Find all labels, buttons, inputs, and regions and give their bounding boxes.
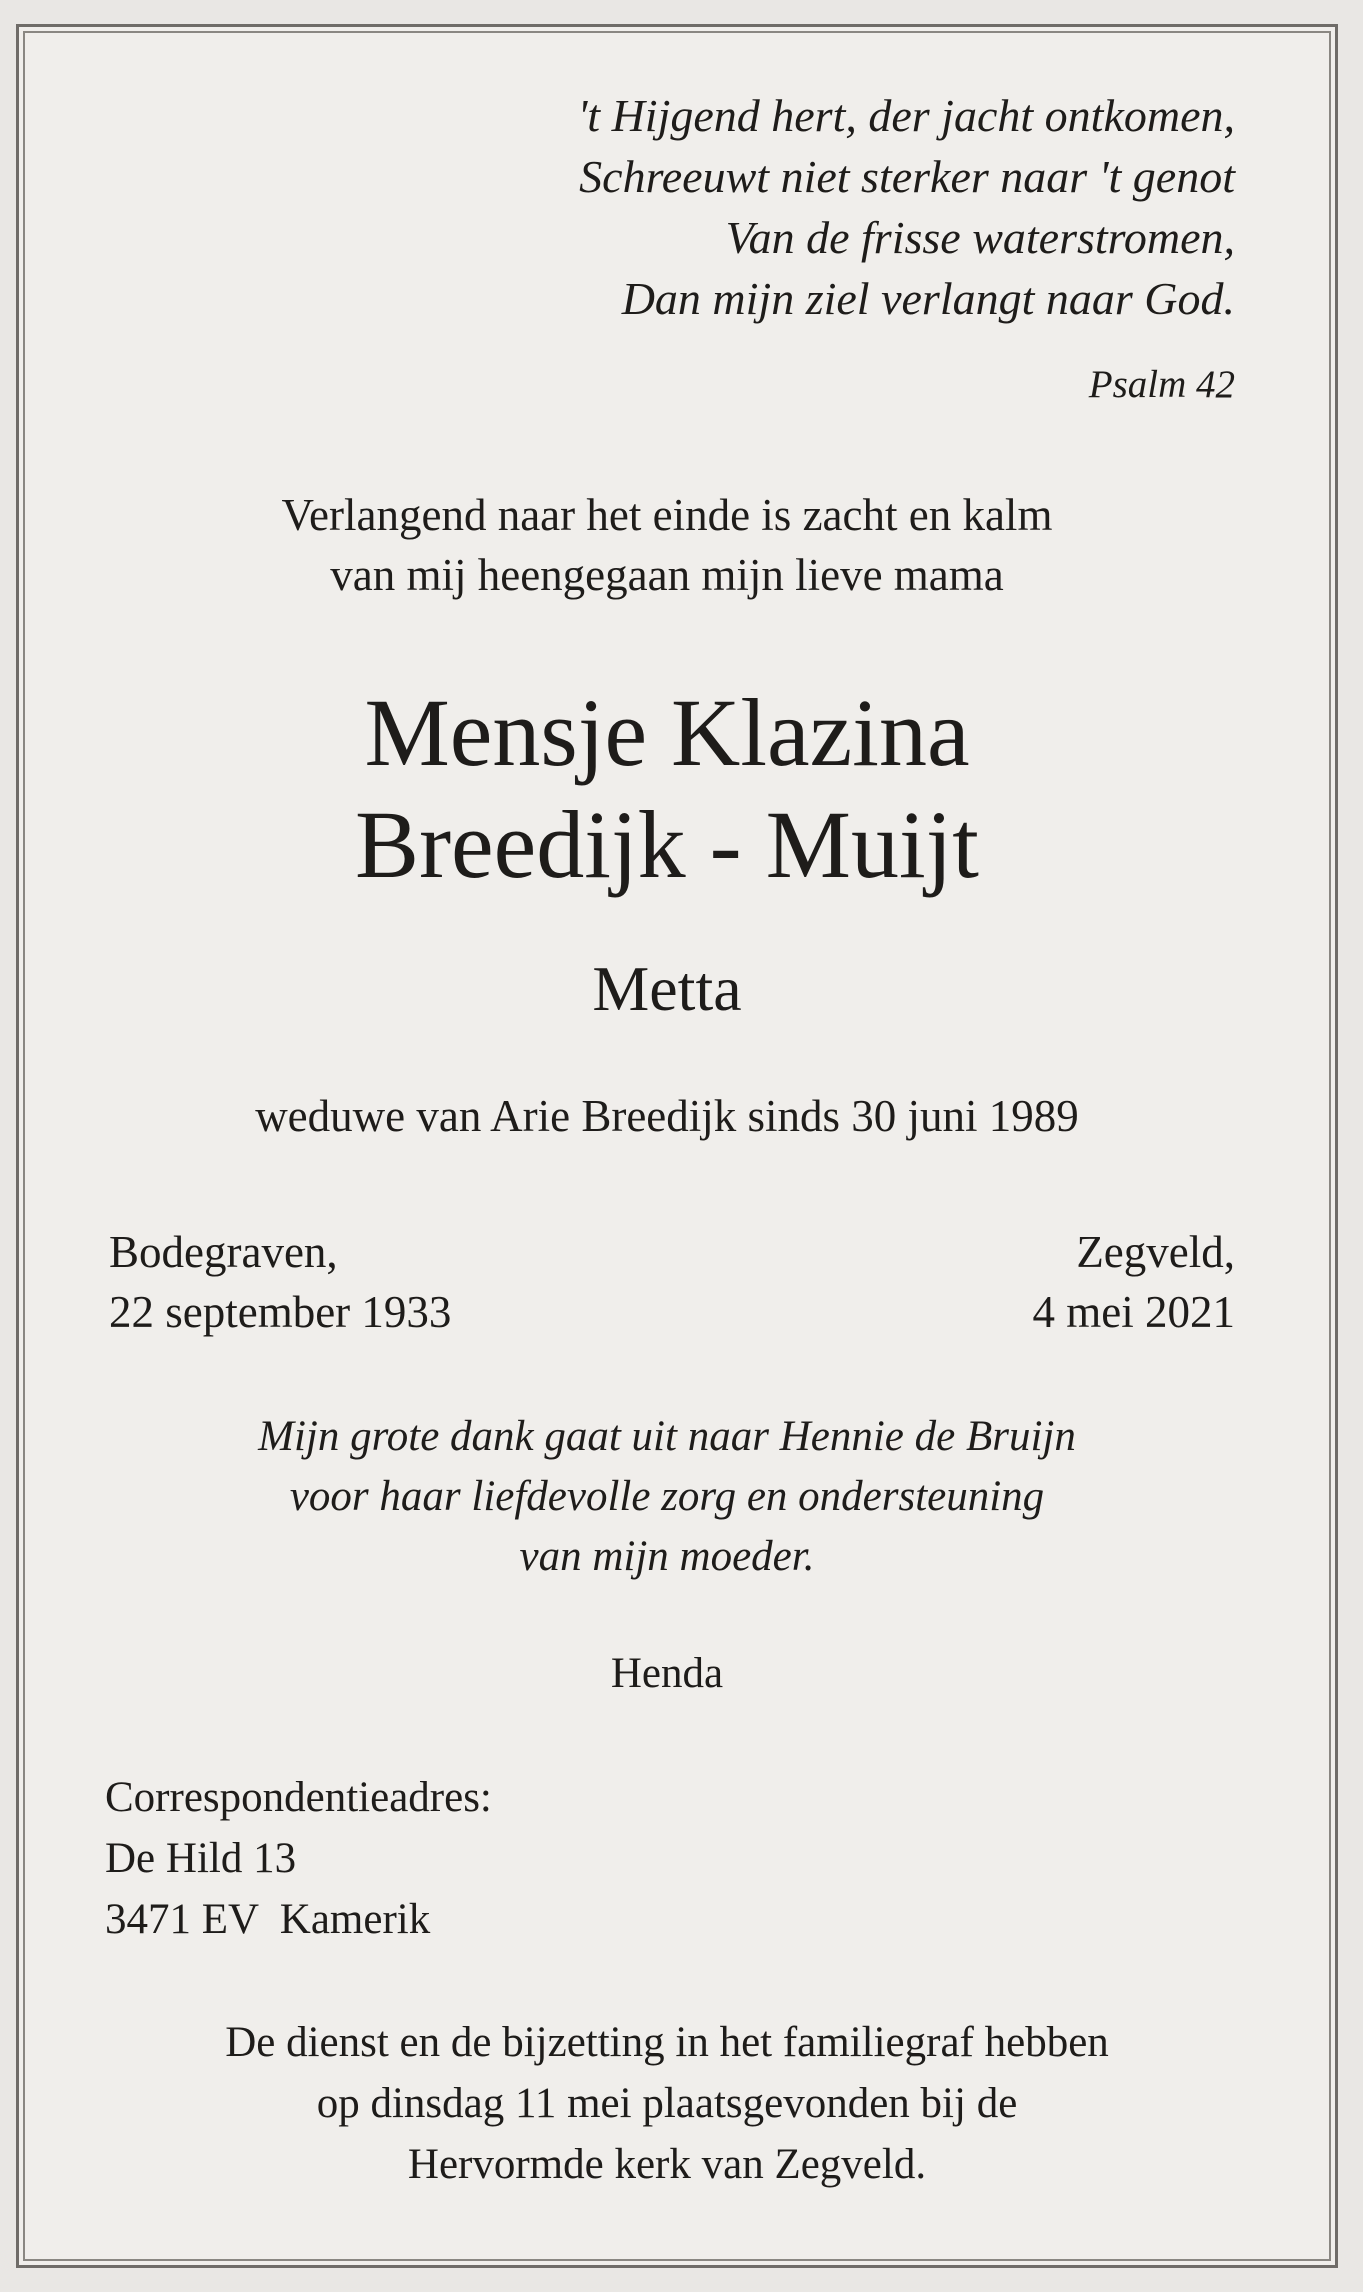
death-date: 4 mei 2021	[1032, 1287, 1235, 1337]
name-line: Breedijk - Muijt	[355, 791, 979, 898]
death-notice	[16, 24, 1338, 2268]
service-line: Hervormde kerk van Zegveld.	[407, 2141, 927, 2188]
psalm-reference: Psalm 42	[1088, 363, 1235, 406]
intro-line: Verlangend naar het einde is zacht en kalm	[281, 490, 1053, 540]
thanks-text	[9, 1407, 1325, 1587]
correspondence-address	[105, 1767, 492, 1950]
psalm-line: Dan mijn ziel verlangt naar God.	[621, 273, 1235, 324]
address-city: 3471 EV Kamerik	[105, 1896, 431, 1943]
death-info	[1033, 1222, 1235, 1342]
psalm-verse	[577, 85, 1235, 329]
widow-line: weduwe van Arie Breedijk sinds 30 juni 1989	[255, 1091, 1079, 1141]
birth-info	[109, 1222, 451, 1342]
intro-text	[9, 485, 1325, 605]
birth-date: 22 september 1933	[109, 1287, 452, 1337]
address-label: Correspondentieadres:	[105, 1774, 492, 1821]
birth-place: Bodegraven,	[109, 1227, 338, 1277]
service-line: op dinsdag 11 mei plaatsgevonden bij de	[316, 2080, 1018, 2127]
psalm-line: 't Hijgend hert, der jacht ontkomen,	[577, 90, 1235, 141]
thanks-line: van mijn moeder.	[519, 1533, 815, 1580]
intro-line: van mij heengegaan mijn lieve mama	[330, 550, 1004, 600]
service-line: De dienst en de bijzetting in het familiegraf hebben	[225, 2019, 1109, 2066]
service-text	[9, 2012, 1325, 2195]
thanks-line: Mijn grote dank gaat uit naar Hennie de Bruijn	[258, 1413, 1076, 1460]
address-street: De Hild 13	[105, 1835, 297, 1882]
psalm-line: Van de frisse waterstromen,	[725, 212, 1235, 263]
psalm-line: Schreeuwt niet sterker naar 't genot	[579, 151, 1235, 202]
death-place: Zegveld,	[1076, 1227, 1235, 1277]
deceased-name	[9, 677, 1325, 901]
thanks-line: voor haar liefdevolle zorg en ondersteuning	[289, 1473, 1045, 1520]
signature: Henda	[610, 1650, 724, 1697]
deceased-nickname: Metta	[592, 953, 742, 1024]
name-line: Mensje Klazina	[364, 679, 970, 786]
